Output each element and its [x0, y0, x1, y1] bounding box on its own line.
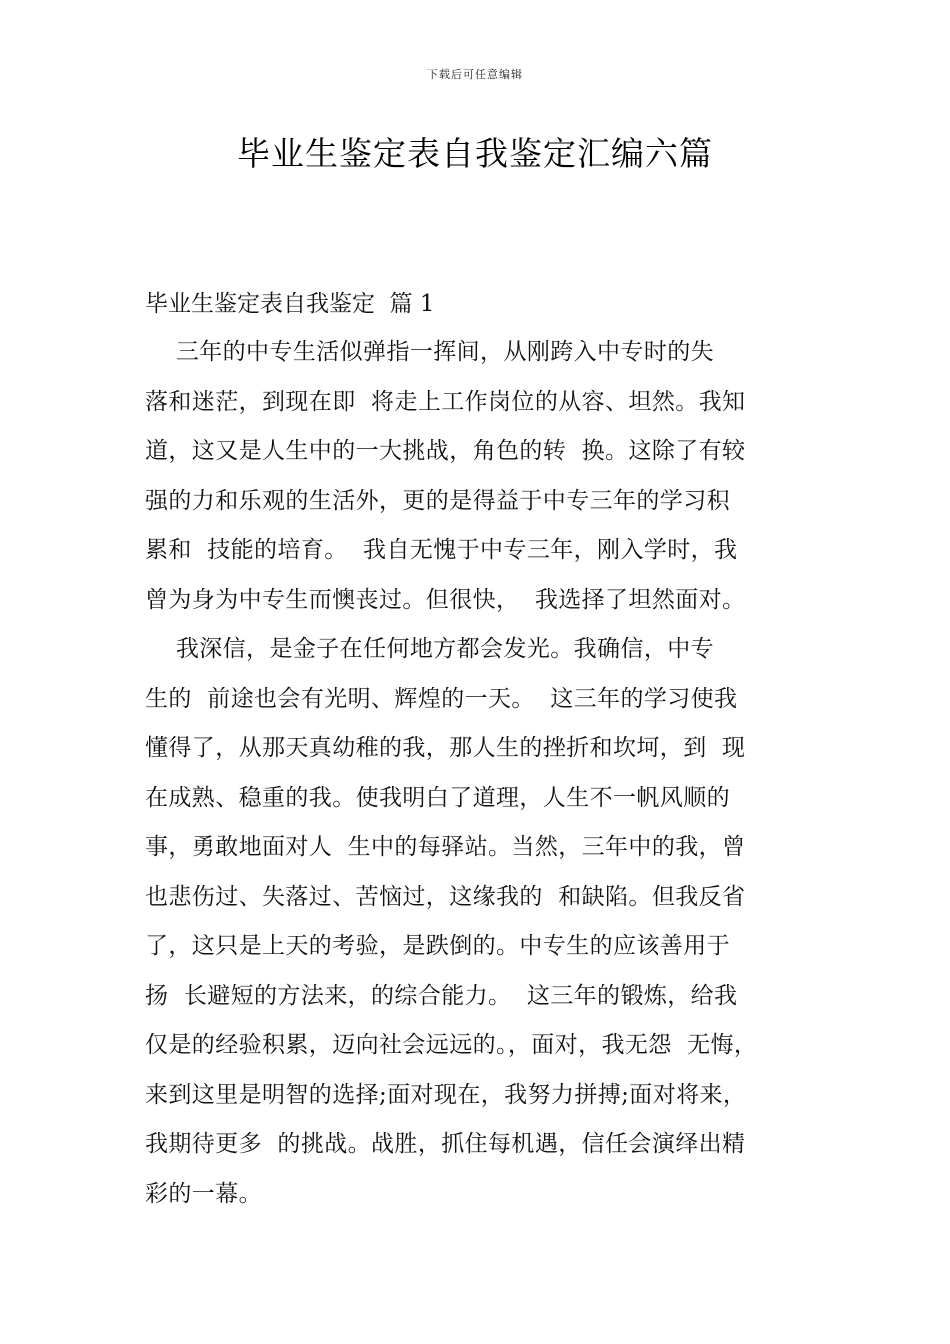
- text-line: 懂得了，从那天真幼稚的我，那人生的挫折和坎坷，到 现: [145, 735, 746, 761]
- section-heading: 毕业生鉴定表自我鉴定 篇 1: [145, 291, 435, 317]
- text-line: 落和迷茫，到现在即 将走上工作岗位的从容、坦然。我知: [145, 388, 746, 415]
- text-line: 在成熟、稳重的我。使我明白了道理，人生不一帆风顺的: [145, 784, 730, 811]
- text-line: 生的 前途也会有光明、辉煌的一天。 这三年的学习使我: [145, 685, 738, 712]
- text-line: 我深信，是金子在任何地方都会发光。我确信，中专: [145, 636, 715, 662]
- text-line: 强的力和乐观的生活外，更的是得益于中专三年的学习积: [145, 487, 730, 514]
- text-line: 道，这又是人生中的一大挑战，角色的转 换。这除了有较: [145, 438, 746, 464]
- text-line: 了，这只是上天的考验，是跌倒的。中专生的应该善用于: [145, 933, 730, 959]
- text-line: 也悲伤过、失落过、苦恼过，这缘我的 和缺陷。但我反省: [145, 883, 746, 910]
- text-line: 扬 长避短的方法来，的综合能力。 这三年的锻炼，给我: [145, 982, 738, 1009]
- paragraph: [145, 332, 825, 629]
- text-line: 仅是的经验积累，迈向社会远远的。，面对，我无怨 无悔，: [145, 1032, 758, 1058]
- text-line: 我期待更多 的挑战。战胜，抓住每机遇，信任会演绎出精: [145, 1131, 746, 1157]
- paragraph: [145, 629, 825, 1223]
- header-note: 下载后可任意编辑: [427, 68, 523, 81]
- document-title: 毕业生鉴定表自我鉴定汇编六篇: [237, 134, 713, 173]
- text-line: 累和 技能的培育。 我自无愧于中专三年，刚入学时，我: [145, 537, 738, 563]
- text-line: 三年的中专生活似弹指一挥间，从刚跨入中专时的失: [145, 339, 715, 365]
- text-line: 曾为身为中专生而懊丧过。但很快， 我选择了坦然面对。: [145, 586, 746, 613]
- text-line: 彩的一幕。: [145, 1180, 262, 1207]
- text-line: 来到这里是明智的选择;面对现在，我努力拼搏;面对将来，: [145, 1081, 747, 1108]
- text-line: 事，勇敢地面对人 生中的每驿站。当然，三年中的我，曾: [145, 834, 746, 860]
